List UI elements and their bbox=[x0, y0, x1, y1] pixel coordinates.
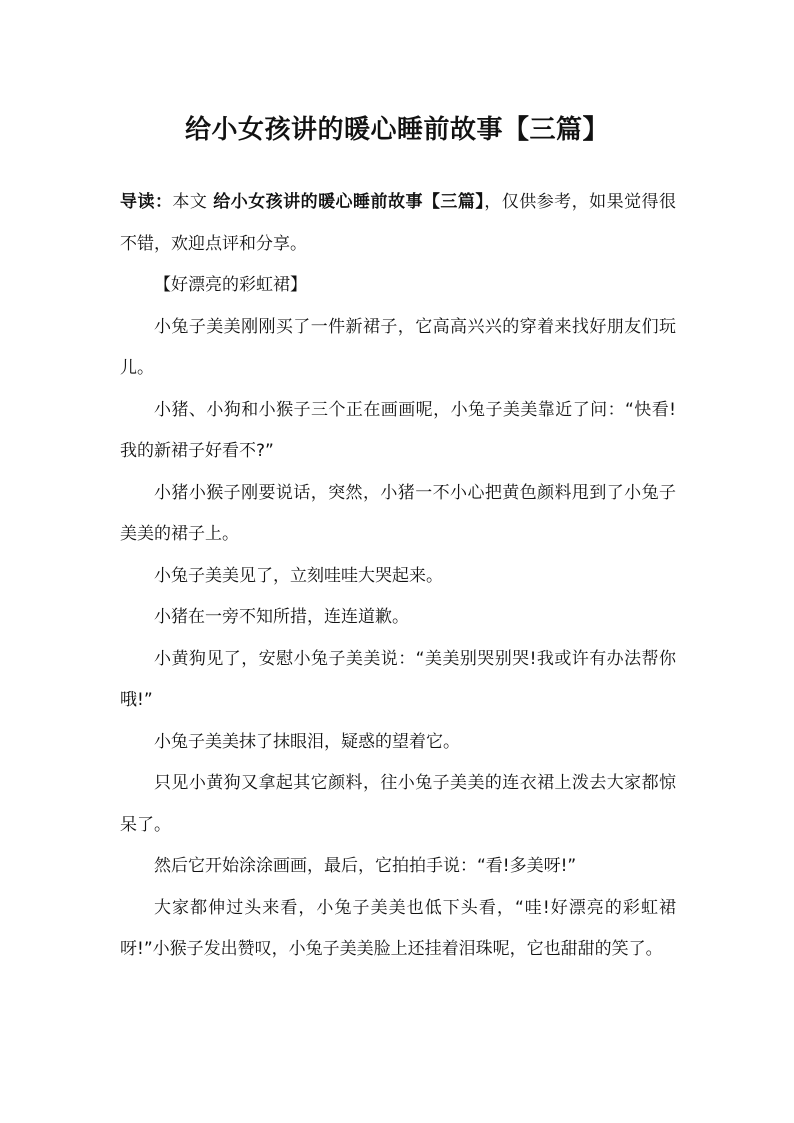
story-paragraph: 小猪在一旁不知所措，连连道歉。 bbox=[154, 607, 409, 627]
story-paragraph: 只见小黄狗又拿起其它颜料，往小兔子美美的连衣裙上泼去大家都惊呆了。 bbox=[120, 773, 676, 835]
intro-label: 导读： bbox=[120, 192, 173, 212]
intro-suffix: ，仅供参考，如果觉得很不错，欢迎点评和分享。 bbox=[120, 192, 677, 254]
intro-paragraph bbox=[120, 182, 676, 265]
story-paragraph: 大家都伸过头来看，小兔子美美也低下头看，“哇!好漂亮的彩虹裙呀!”小猴子发出赞叹，小兔子美美脸上还挂着泪珠呢，它也甜甜的笑了。 bbox=[120, 897, 676, 959]
story-paragraph: 小猪、小狗和小猴子三个正在画画呢，小兔子美美靠近了问：“快看!我的新裙子好看不?” bbox=[120, 399, 676, 461]
story-paragraph: 小猪小猴子刚要说话，突然，小猪一不小心把黄色颜料甩到了小兔子美美的裙子上。 bbox=[120, 482, 676, 544]
story-paragraph: 小兔子美美见了，立刻哇哇大哭起来。 bbox=[154, 565, 443, 586]
document-title: 给小女孩讲的暖心睡前故事【三篇】 bbox=[184, 115, 609, 145]
document-body bbox=[120, 182, 676, 971]
intro-prefix: 本文 bbox=[172, 192, 214, 212]
intro-highlight: 给小女孩讲的暖心睡前故事【三篇】 bbox=[213, 192, 485, 212]
story-paragraph: 小黄狗见了，安慰小兔子美美说：“美美别哭别哭!我或许有办法帮你哦!” bbox=[120, 648, 676, 710]
story-paragraph: 小兔子美美刚刚买了一件新裙子，它高高兴兴的穿着来找好朋友们玩儿。 bbox=[120, 316, 676, 378]
story-paragraph: 然后它开始涂涂画画，最后，它拍拍手说：“看!多美呀!” bbox=[154, 856, 577, 876]
section-heading: 【好漂亮的彩虹裙】 bbox=[154, 275, 307, 295]
story-paragraph: 小兔子美美抹了抹眼泪，疑惑的望着它。 bbox=[154, 731, 460, 752]
